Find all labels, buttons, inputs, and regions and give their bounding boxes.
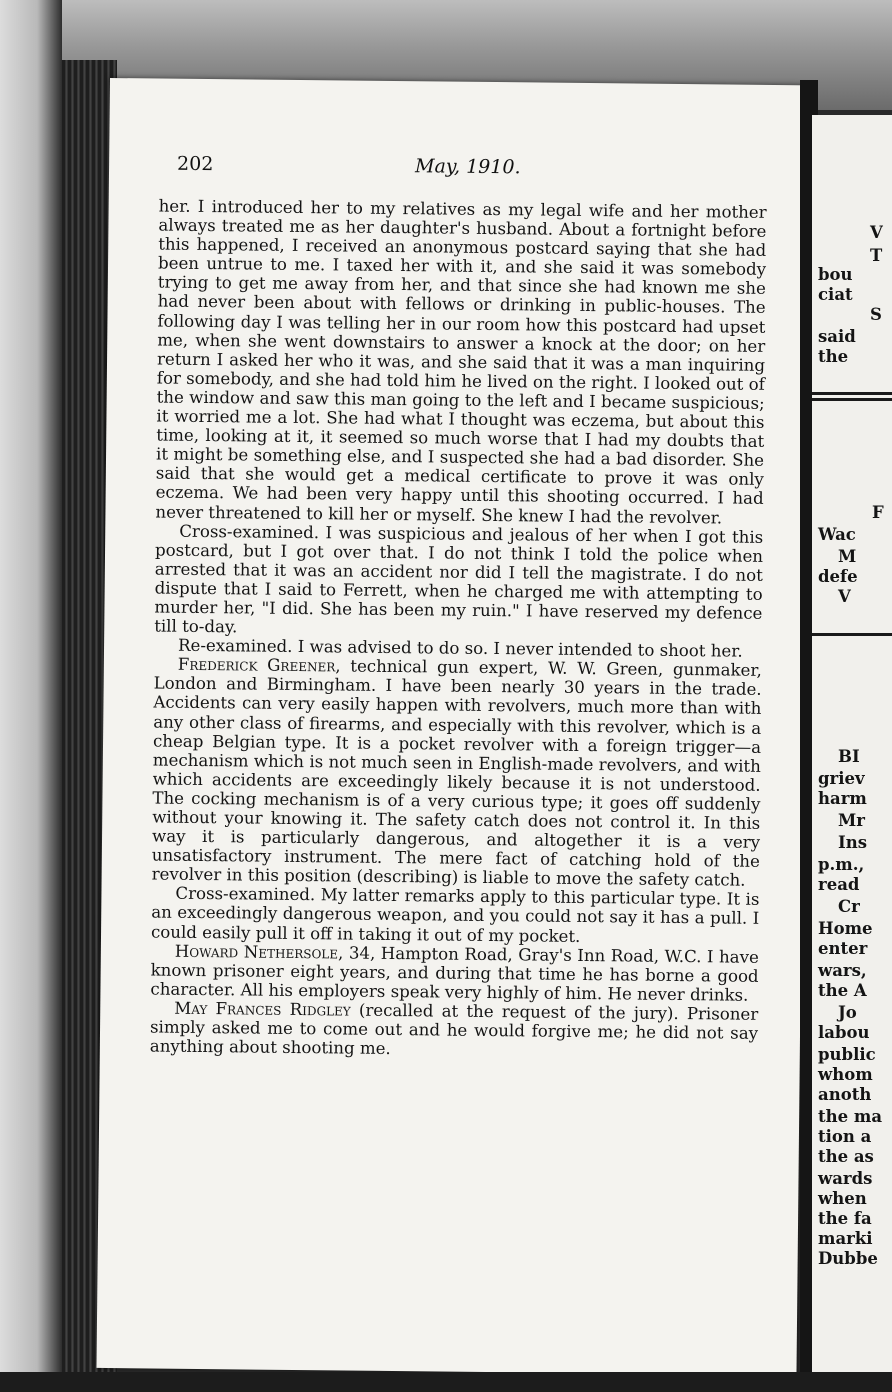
adjacent-line: M: [838, 547, 857, 566]
adjacent-line: BI: [838, 747, 860, 766]
paragraph-nethersole: [150, 941, 759, 1005]
adjacent-line: the ma: [818, 1107, 883, 1126]
scan-background-left: [0, 0, 62, 1392]
witness-testimony: , technical gun expert, W. W. Green, gunmaker, London and Birmingham. I have been nearly 30 years in the trade. Accidents can very easily happen with revolvers, much more than with any other class of firearms, and especially with this revolver, which is a cheap Belgian type. It is a pocket revolver with a foreign trigger—a mechanism which is not much seen in English-made revolvers, and with which accidents are exceedingly likely because it is not understood. The cocking mechanism is of a very curious type; it goes off suddenly without your knowing it. The safety catch does not control it. In this way it is particularly dangerous, and altogether it is a very unsatisfactory instrument. The mere fact of catching hold of the revolver in this position (describing) is liable to move the safety catch.: [151, 656, 762, 890]
adjacent-line: Wac: [818, 525, 856, 544]
adjacent-line: V: [870, 223, 883, 242]
adjacent-line: wars,: [818, 961, 867, 980]
adjacent-line: said: [818, 327, 856, 346]
adjacent-line: tion a: [818, 1127, 872, 1146]
adjacent-line: public: [818, 1045, 876, 1064]
adjacent-line: the A: [818, 981, 867, 1000]
adjacent-line: marki: [818, 1229, 873, 1248]
running-head: May, 1910.: [414, 155, 521, 179]
adjacent-line: anoth: [818, 1085, 872, 1104]
adjacent-rule: [812, 392, 892, 395]
adjacent-line: ciat: [818, 285, 853, 304]
adjacent-line: Cr: [838, 897, 860, 916]
adjacent-line: bou: [818, 265, 853, 284]
adjacent-line: the: [818, 347, 849, 366]
scan-background-bottom: [0, 1372, 892, 1392]
book-page: [96, 78, 809, 1375]
paragraph-cross-examined: Cross-examined. I was suspicious and jealous of her when I got this postcard, but I got over that. I do not think I told the police when arrested that it was an accident nor did I tell the magistrate. I do not dispute that I said to Ferrett, when he charged me with attempting to murder her, "I did. She has been my ruin." I have reserved my defence till to-day.: [154, 521, 764, 637]
witness-name: May Frances Ridgley: [174, 998, 351, 1020]
witness-testimony: (recalled at the request of the jury). Prisoner simply asked me to come out and he would forgive me; he did not say anything about shooting me.: [149, 1000, 759, 1059]
witness-testimony: , 34, Hampton Road, Gray's Inn Road, W.C. I have known prisoner eight years, and during that time he has borne a good character. All his employers speak very highly of him. He never drinks.: [150, 943, 759, 1005]
page-number: 202: [176, 152, 214, 176]
adjacent-line: griev: [818, 769, 865, 788]
adjacent-line: T: [870, 246, 883, 265]
adjacent-line: S: [870, 305, 882, 324]
adjacent-line: the as: [818, 1147, 874, 1166]
paragraph-greener: [152, 655, 762, 890]
adjacent-line: Mr: [838, 811, 865, 830]
paragraph-testimony: her. I introduced her to my relatives as my legal wife and her mother always treated me as her daughter's husband. About a fortnight before this happened, I received an anonymous postcard saying that she had been untrue to me. I taxed her with it, and she said it was somebody trying to get me away from her, and that since she had known me she had never been about with fellows or drinking in public-houses. The following day I was telling her in our room how this postcard had upset me, when she went downstairs to answer a knock at the door; on her return I asked her who it was, and she said that it was a man inquiring for somebody, and she had told him he lived on the right. I looked out of the window and saw this man going to the left and I became suspicious; it worried me a lot. She had what I thought was eczema, but about this time, looking at it, it seemed so much worse that I had my doubts that it might be something else, and I suspected she had a bad disorder. She said that she would get a medical certificate to prove it was only eczema. We had been very happy until this shooting occurred. I had never threatened to kill her or myself. She knew I had the revolver.: [155, 196, 767, 527]
adjacent-line: p.m.,: [818, 855, 865, 874]
adjacent-rule: [812, 398, 892, 401]
adjacent-line: labou: [818, 1023, 870, 1042]
adjacent-line: V: [838, 587, 851, 606]
adjacent-line: harm: [818, 789, 867, 808]
adjacent-line: Dubbe: [818, 1249, 878, 1268]
witness-name: Howard Nethersole: [174, 941, 339, 963]
adjacent-page-strip: [812, 115, 892, 1380]
adjacent-line: enter: [818, 939, 868, 958]
paragraph-greener-cross: Cross-examined. My latter remarks apply to this particular type. It is an exceedingly dangerous weapon, and you could not say it has a pull. I could easily pull it off in taking it out of my pocket.: [150, 884, 760, 946]
adjacent-line: wards: [818, 1169, 873, 1188]
adjacent-line: Home: [818, 919, 873, 938]
adjacent-rule: [812, 633, 892, 636]
adjacent-line: whom: [818, 1065, 873, 1084]
paragraph-ridgley: [150, 998, 759, 1062]
adjacent-line: defe: [818, 567, 858, 586]
witness-name: Frederick Greener: [177, 654, 336, 676]
adjacent-line: when: [818, 1189, 867, 1208]
adjacent-line: read: [818, 875, 860, 894]
page-header: [177, 153, 777, 189]
paragraph-re-examined: Re-examined. I was advised to do so. I never intended to shoot her.: [177, 635, 743, 661]
adjacent-line: Jo: [838, 1003, 857, 1022]
adjacent-line: the fa: [818, 1209, 872, 1228]
page-body: [150, 197, 767, 1063]
adjacent-line: Ins: [838, 833, 868, 852]
adjacent-line: F: [872, 503, 884, 522]
